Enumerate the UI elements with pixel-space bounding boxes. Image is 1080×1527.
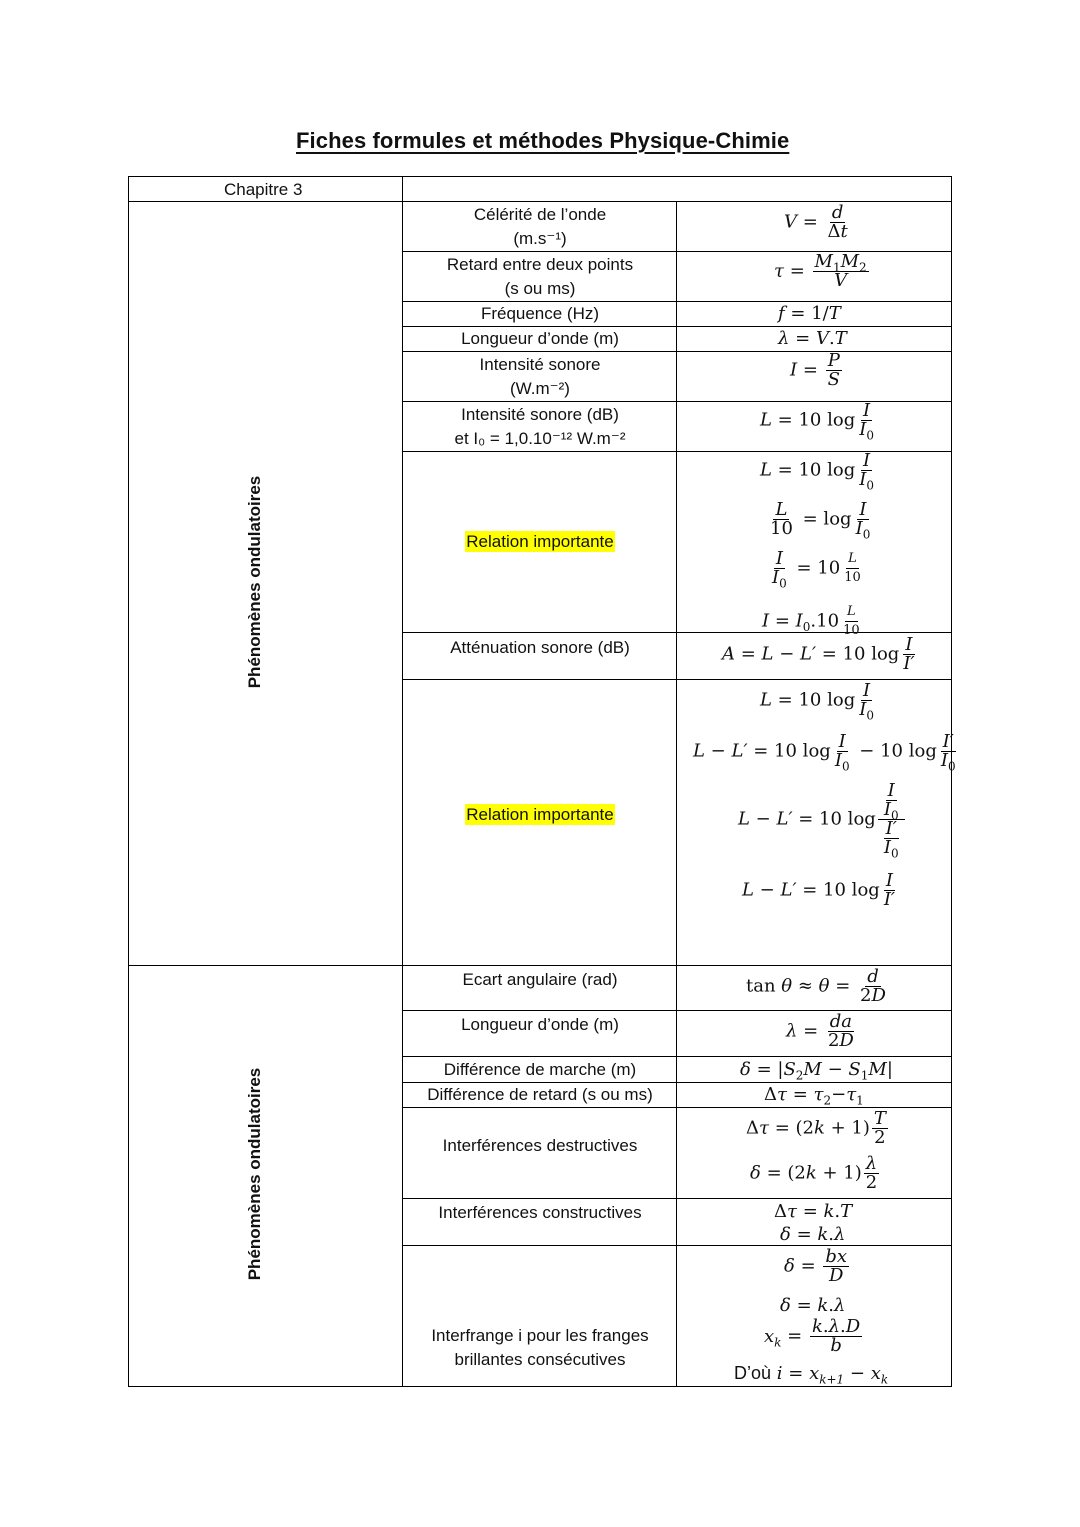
formula-constructive: Δτ = k.T — [774, 1201, 853, 1222]
formula-intensity: I = $\frac{P}{S}$ — [790, 350, 840, 390]
formula-interfringe: D’où $i = x_{k+1} - x_k$ — [734, 1363, 889, 1387]
row-label: Différence de marche (m) — [443, 1059, 637, 1079]
row-label: Ecart angulaire (rad) — [462, 970, 618, 989]
highlight-label: Relation importante — [466, 805, 614, 824]
highlight-label: Relation importante — [466, 532, 614, 551]
formula-interfringe: δ = $\frac{bx}{D}$ — [784, 1246, 848, 1286]
formula-relation-2: L − L′ = 10 log $\frac{\frac{I}{I_0}}{\frac{I'}{I_0}}$ — [738, 782, 907, 857]
section-label: Phénomènes ondulatoires — [245, 1067, 264, 1281]
formula-relation-1: L = 10 log $\frac{I}{I_0}$ — [760, 450, 874, 493]
formula-wavelength-2: λ = $\frac{da}{2D}$ — [786, 1011, 854, 1051]
column-divider-2 — [676, 201, 677, 1387]
formula-delay-difference: $\Delta\tau = \tau_2-\tau_1$ — [764, 1084, 864, 1108]
formula-relation-1: $I = I_0.10$ $\frac{L}{10}$ — [762, 604, 860, 638]
section-label: Phénomènes ondulatoires — [245, 475, 264, 689]
formula-relation-1: $\frac{L}{10}$ = log $\frac{I}{I_0}$ — [770, 499, 871, 542]
formula-destructive: Δτ = (2k + 1) $\frac{T}{2}$ — [746, 1108, 886, 1148]
row-label — [404, 452, 676, 632]
formula-path-difference: $\delta = |S_2M - S_1M|$ — [740, 1059, 893, 1083]
formula-frequency: f = 1/T — [778, 303, 841, 324]
row-label: Interférences constructives — [438, 1203, 642, 1222]
column-divider-1 — [402, 176, 403, 1387]
formula-relation-2: L − L′ = 10 log $\frac{I}{I'}$ — [742, 870, 896, 910]
formula-constructive: δ = k.λ — [780, 1224, 846, 1245]
row-label: Retard entre deux points (s ou ms) — [446, 254, 634, 298]
row-label: Interfrange i pour les franges brillantes consécutives — [431, 1326, 649, 1369]
formula-interfringe: δ = k.λ — [780, 1295, 846, 1316]
page-title: Fiches formules et méthodes Physique-Chimie — [296, 128, 790, 153]
row-label: Intensité sonore (W.m⁻²) — [479, 354, 601, 398]
row-label — [404, 680, 676, 950]
row-label: Intensité sonore (dB) et I₀ = 1,0.10⁻¹² W.m⁻² — [454, 404, 626, 448]
row-label: Atténuation sonore (dB) — [450, 638, 630, 657]
formula-relation-2: L = 10 log $\frac{I}{I_0}$ — [760, 680, 874, 723]
chapter-label: Chapitre 3 — [224, 180, 303, 199]
formula-relation-1: $\frac{I}{I_0}$ = 10 $\frac{L}{10}$ — [772, 548, 861, 591]
formula-destructive: δ = (2k + 1) $\frac{\lambda}{2}$ — [750, 1153, 878, 1193]
formula-attenuation: A = L − L′ = 10 log $\frac{I}{I'}$ — [722, 634, 915, 674]
row-label: Fréquence (Hz) — [480, 304, 600, 323]
formula-sound-level: L = 10 log $\frac{I}{I_0}$ — [760, 400, 874, 443]
row-label: Interférences destructives — [442, 1136, 638, 1155]
formula-relation-2: L − L′ = 10 log $\frac{I}{I_0}$ − 10 log $\frac{I'}{I_0}$ — [693, 731, 956, 774]
formula-angular-gap: tan θ ≈ θ = $\frac{d}{2D}$ — [746, 966, 886, 1006]
row-label: Longueur d’onde (m) — [461, 1015, 619, 1034]
formula-wavelength: λ = V.T — [778, 328, 847, 349]
row-label: Célérité de l’onde (m.s⁻¹) — [473, 204, 607, 248]
row-label: Longueur d’onde (m) — [461, 329, 619, 348]
row-label: Différence de retard (s ou ms) — [427, 1085, 653, 1104]
formula-celerity: V = $\frac{d}{\Delta t}$ — [784, 202, 848, 242]
formula-delay: τ = $\frac{M_1M_2}{V}$ — [774, 251, 867, 291]
formula-interfringe: $x_k$ = $\frac{k.\lambda.D}{b}$ — [764, 1316, 861, 1356]
